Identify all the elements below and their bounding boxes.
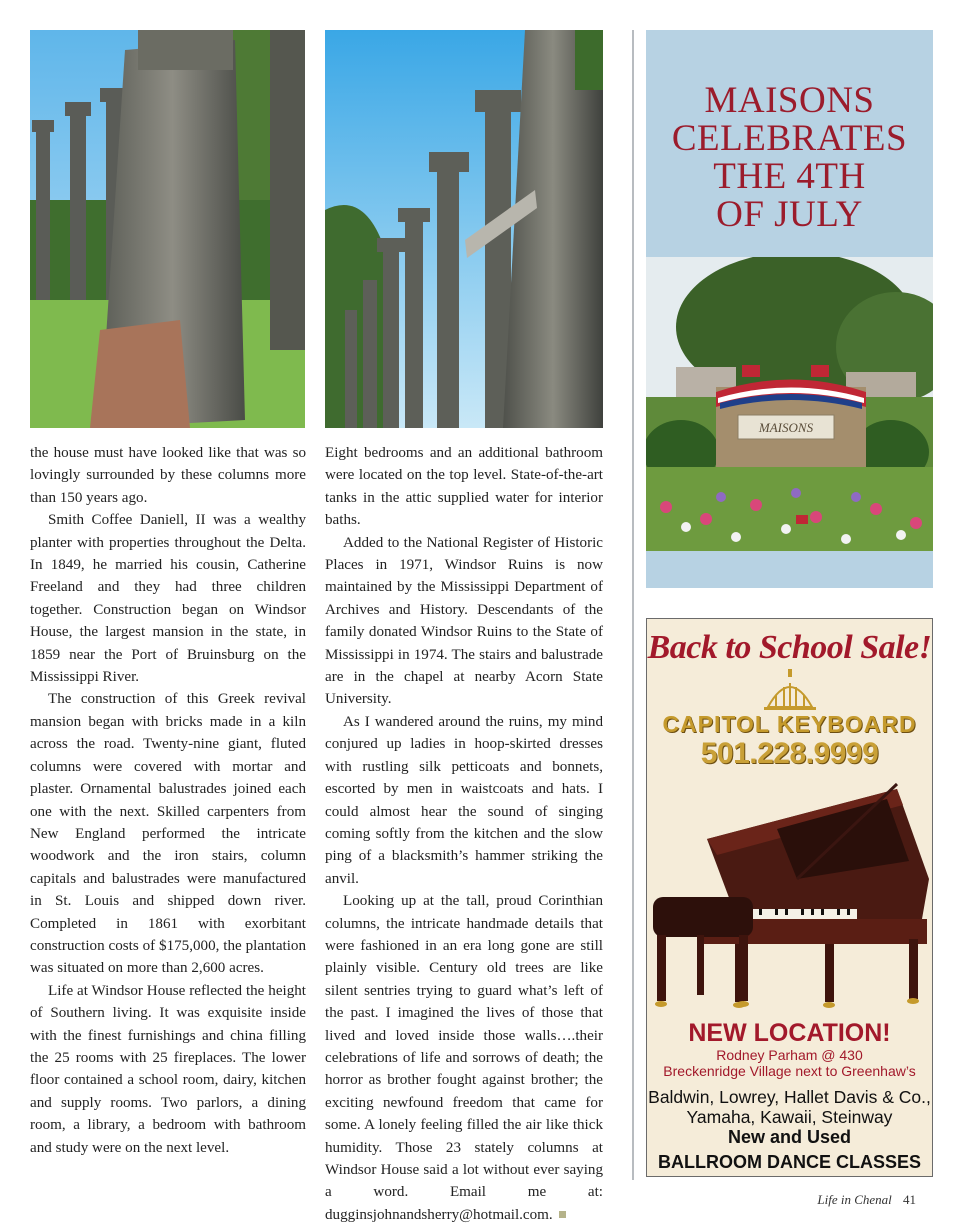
- maisons-entrance-photo: [646, 257, 933, 551]
- article-paragraph: As I wandered around the ruins, my mind conjured up ladies in hoop-skirted dresses with rustling silk petticoats and bonnets, escorted by men in waistcoats and hats. I could almost hear the sound of singing coming softly from the kitchen and the slow ping of a blacksmith’s hammer striking the anvil.: [325, 713, 603, 887]
- article-paragraph-last: [325, 890, 603, 1226]
- maisons-ad-title: [646, 82, 933, 234]
- page-footer: [817, 1192, 916, 1208]
- article-paragraph: Smith Coffee Daniell, II was a wealthy planter with properties throughout the Delta. In 1849, he married his cousin, Catherine Freeland and they had three children together. Construction began on Windsor House, the largest mansion in the state, in 1859 near the Port of Bruinsburg on the Mississippi River.: [30, 512, 306, 686]
- article-paragraph-text: Looking up at the tall, proud Corinthian columns, the intricate handmade details that were fashioned in an era long gone are still plainly visible. Century old trees are like silent sentries trying to guard what’s left of the past. I imagined the lives of those that lived and loved inside those walls….their celebrations of life and sorrows of death; the horror as brother fought against brother; the exciting newfound freedom that came for some. A lonely feeling filled the air like thick humidity. Those 23 stately columns at Windsor House said a lot without ever saying a word. Email me at: dugginsjohnandsherry@hotmail.com.: [325, 893, 603, 1223]
- address-line: Rodney Parham @ 430: [716, 1047, 863, 1063]
- address-line: Breckenridge Village next to Greenhaw’s: [663, 1063, 916, 1079]
- maisons-title-line: CELEBRATES: [671, 118, 908, 159]
- brands-line: Baldwin, Lowrey, Hallet Davis & Co.,: [648, 1087, 931, 1107]
- page-number: 41: [903, 1192, 916, 1207]
- ruins-photo-left: [30, 30, 305, 428]
- article-paragraph: Life at Windsor House reflected the height of Southern living. It was exquisite inside with the finest furnishings and china filling the 25 rooms with 25 fireplaces. The lower floor contained a school room, dairy, kitchen and supply rooms. Two parlors, a dining room, a library, a bedroom with bathroom and study were on the next level.: [30, 982, 306, 1156]
- phone-number: 501.228.9999: [700, 737, 879, 770]
- ruins-photo-right: [325, 30, 603, 428]
- article-paragraph: The construction of this Greek revival mansion began with bricks made in a kiln across the road. Twenty-nine giant, fluted columns were covered with mortar and plaster. Ornamental balustrades joined each one with the next. Skilled carpenters from New England performed the intricate woodwork and the iron stairs, column capitals and balustrades were manufactured in St. Louis and shipped down river. Completed in 1861 with exorbitant construction costs of $175,000, the plantation was situated on more than 2,600 acres.: [30, 691, 306, 977]
- capitol-keyboard-ad: [646, 618, 933, 1177]
- grand-piano-image: [647, 769, 932, 1014]
- store-address: [647, 1047, 932, 1079]
- article-paragraph: Added to the National Register of Historic Places in 1971, Windsor Ruins is now maintained by the Mississippi Department of Archives and History. Descendants of the family donated Windsor Ruins to the State of Mississippi in 1974. The stairs and balustrade are in the chapel at nearby Acorn State University.: [325, 534, 603, 708]
- article-paragraph: Eight bedrooms and an additional bathroom were located on the top level. State-of-the-art tanks in the attic supplied water for interior baths.: [325, 445, 603, 529]
- article-column-2: [325, 442, 603, 1226]
- maisons-sign-text: MAISONS: [758, 420, 814, 435]
- maisons-title-line: MAISONS: [704, 80, 875, 121]
- sale-headline: Back to School Sale!: [647, 629, 932, 666]
- maisons-ad: [646, 30, 933, 588]
- brand-name: CAPITOL KEYBOARD: [662, 711, 917, 737]
- piano-brands: [647, 1087, 932, 1127]
- new-location-heading: NEW LOCATION!: [688, 1019, 891, 1047]
- article-paragraph: the house must have looked like that was so lovingly surrounded by these columns more than 150 years ago.: [30, 445, 306, 506]
- article-column-1: [30, 442, 306, 1159]
- column-divider: [632, 30, 634, 1180]
- capitol-dome-icon: [762, 667, 818, 711]
- end-mark-icon: [559, 1211, 566, 1218]
- new-and-used: New and Used: [727, 1127, 852, 1147]
- publication-name: Life in Chenal: [817, 1192, 892, 1207]
- brands-line: Yamaha, Kawaii, Steinway: [686, 1107, 893, 1127]
- maisons-title-line: OF JULY: [716, 194, 863, 235]
- maisons-title-line: THE 4TH: [713, 156, 866, 197]
- ballroom-dance-classes: BALLROOM DANCE CLASSES: [657, 1152, 921, 1172]
